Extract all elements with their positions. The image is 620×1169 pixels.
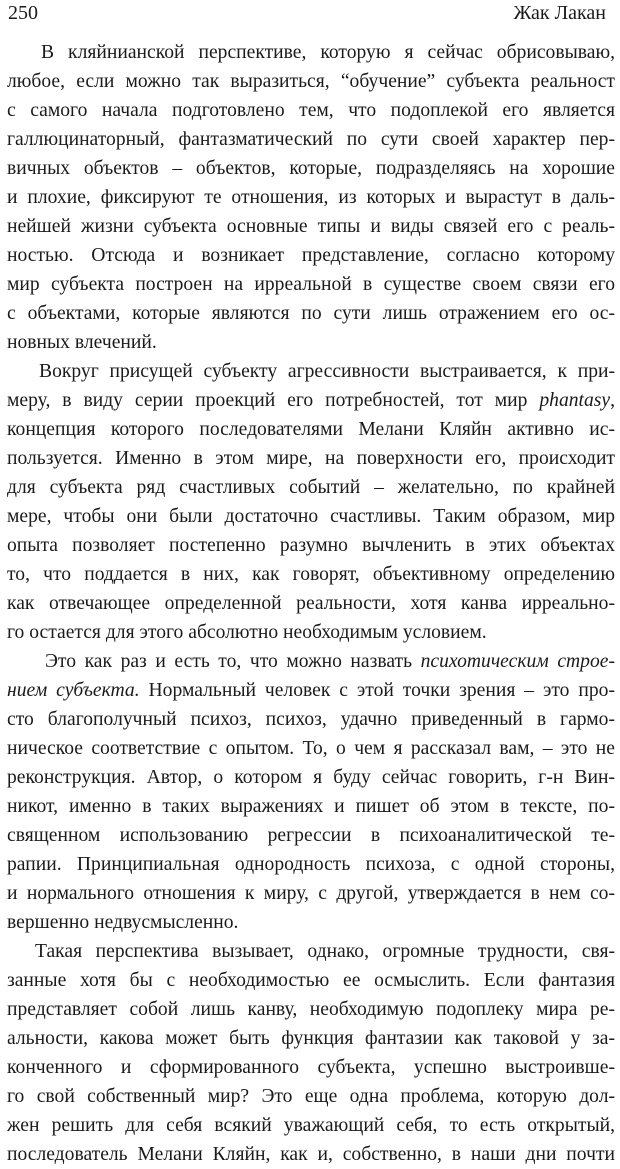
- text-line: священном использованию регрессии в психоаналитической те-: [7, 825, 615, 846]
- text-line: с самого начала подготовлено тем, что подоплекой его является: [7, 100, 615, 121]
- text-line: го остается для этого абсолютно необходимым условием.: [7, 622, 487, 643]
- text-line: реконструкция. Автор, о котором я буду сейчас говорить, г-н Вин-: [7, 767, 615, 788]
- paragraph-1: [7, 38, 615, 357]
- page-number: 250: [8, 2, 38, 24]
- text-line: опыта позволяет постепенно разумно вычленить в этих объектах: [7, 535, 615, 556]
- text-line: и плохие, фиксируют те отношения, из которых и вырастут в даль-: [7, 187, 615, 208]
- text-line: с объектами, которые являются по сути лишь отражением его ос-: [7, 303, 615, 324]
- text-line: Такая перспектива вызывает, однако, огромные трудности, свя-: [35, 941, 615, 962]
- text-line: и нормального отношения к миру, с другой, утверждается в нем со-: [7, 883, 615, 904]
- text-line: последователь Мелани Кляйн, как и, собственно, в наши дни почти: [7, 1144, 615, 1165]
- text-line: конченного и сформированного субъекта, успешно выстроивше-: [7, 1057, 615, 1078]
- text-segment: ,: [610, 390, 615, 411]
- paragraph-4: [7, 937, 615, 1169]
- text-line: вичных объектов – объектов, которые, подразделяясь на хорошие: [7, 158, 615, 179]
- text-line-with-italic: [7, 647, 615, 676]
- paragraph-2: [7, 357, 615, 647]
- italic-term-phantasy: phantasy: [539, 390, 611, 411]
- text-line: пользуется. Именно в этом мире, на поверхности его, происходит: [7, 448, 615, 469]
- text-line: никот, именно в таких выражениях и пишет об этом в тексте, по-: [7, 796, 615, 817]
- text-line: сто благополучный психоз, психоз, удачно приведенный в гармо-: [7, 709, 615, 730]
- italic-term-psychotic-structure: психотическим строе-: [420, 651, 615, 672]
- paragraph-3: [7, 647, 615, 937]
- running-head: [8, 0, 606, 26]
- text-line: альности, какова может быть функция фантазии как таковой у за-: [7, 1028, 615, 1049]
- text-line: ностью. Отсюда и возникает представление, согласно которому: [7, 245, 615, 266]
- text-segment: Это как раз и есть то, что можно назвать: [45, 651, 421, 672]
- running-title: Жак Лакан: [513, 2, 606, 24]
- text-line: занные хотя бы с необходимостью ее осмыслить. Если фантазия: [7, 970, 615, 991]
- text-segment: Нормальный человек с этой точки зрения – это про-: [139, 680, 615, 701]
- text-line-with-italic: [7, 386, 615, 415]
- text-line: как отвечающее определенной реальности, хотя канва ирреально-: [7, 593, 615, 614]
- text-line: концепция которого последователями Мелани Кляйн активно ис-: [7, 419, 615, 440]
- text-line: галлюцинаторный, фантазматический по сути своей характер пер-: [7, 129, 615, 150]
- text-line: новных влечений.: [7, 332, 157, 353]
- text-line: мере, чтобы они были достаточно счастливы. Таким образом, мир: [7, 506, 615, 527]
- text-line: вершенно недвусмысленно.: [7, 912, 239, 933]
- text-segment: меру, в виду серии проекций его потребностей, тот мир: [7, 390, 540, 411]
- text-line: го свой собственный мир? Это еще одна проблема, которую дол-: [7, 1086, 615, 1107]
- text-line: для субъекта ряд счастливых событий – желательно, по крайней: [7, 477, 615, 498]
- text-line: жен решить для себя всякий уважающий себя, то есть открытый,: [7, 1115, 615, 1136]
- italic-term-psychotic-structure-cont: нием субъекта.: [7, 680, 140, 701]
- body-text: [7, 38, 615, 1169]
- text-line: то, что поддается в них, как говорят, объективному определению: [7, 564, 615, 585]
- text-line: рапии. Принципиальная однородность психоза, с одной стороны,: [7, 854, 615, 875]
- text-line: Вокруг присущей субъекту агрессивности выстраивается, к при-: [39, 361, 615, 382]
- text-line: В кляйнианской перспективе, которую я сейчас обрисовываю,: [41, 42, 615, 63]
- text-line: представляет собой лишь канву, необходимую подоплеку мира ре-: [7, 999, 615, 1020]
- text-line: ническое соответствие с опытом. То, о чем я рассказал вам, – это не: [7, 738, 615, 759]
- text-line: нейшей жизни субъекта основные типы и виды связей его с реаль-: [7, 216, 615, 237]
- text-line: любое, если можно так выразиться, “обучение” субъекта реальност: [7, 71, 615, 92]
- text-line-with-italic: [7, 676, 615, 705]
- text-line: мир субъекта построен на ирреальной в существе своем связи его: [7, 274, 615, 295]
